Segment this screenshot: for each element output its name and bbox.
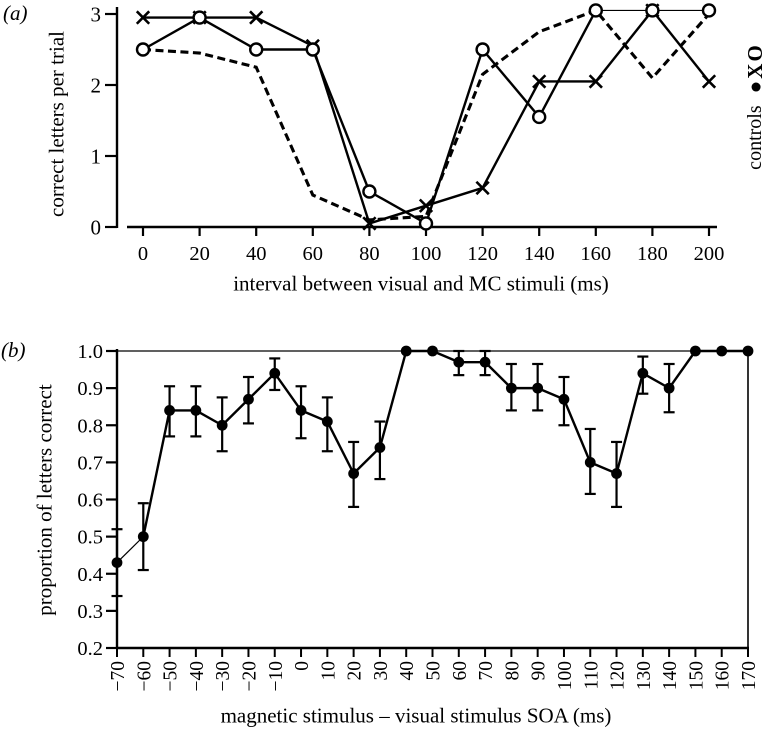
chart-a-x-axis-title: interval between visual and MC stimuli (ms) xyxy=(233,271,609,296)
chart-b-series-segment xyxy=(617,373,643,473)
chart-b-x-tick-label: 170 xyxy=(739,661,761,691)
chart-b-x-tick-label: −60 xyxy=(134,661,156,692)
filled-circle-marker xyxy=(743,346,754,357)
filled-circle-marker xyxy=(716,346,727,357)
chart-b-series-segment xyxy=(275,373,301,410)
chart-a-x-tick-label: 120 xyxy=(467,243,498,265)
chart-b-x-tick-label: 150 xyxy=(686,661,708,691)
chart-b-x-tick-label: 60 xyxy=(449,661,471,681)
chart-b-x-tick-label: 20 xyxy=(344,661,366,681)
chart-a-y-tick-label: 2 xyxy=(90,73,101,98)
chart-a-x-tick-label: 200 xyxy=(693,243,725,265)
chart-b-y-tick-label: 0.9 xyxy=(77,378,103,401)
chart-b-series-segment xyxy=(143,410,169,536)
panel-a-label: (a) xyxy=(3,1,28,25)
filled-circle-marker xyxy=(506,383,517,394)
chart-a-y-tick-label: 1 xyxy=(90,144,101,169)
filled-circle-marker xyxy=(164,405,175,416)
panel-b-label: (b) xyxy=(1,338,26,362)
chart-a-x-tick-label: 60 xyxy=(302,243,324,265)
chart-b-x-tick-label: 110 xyxy=(581,661,603,690)
chart-b-series-segment xyxy=(117,537,143,563)
chart-a-series-patient-x-segment xyxy=(256,18,313,46)
filled-circle-marker xyxy=(637,368,648,379)
filled-circle-marker xyxy=(217,420,228,431)
open-circle-marker xyxy=(250,44,262,56)
chart-b-series-segment xyxy=(564,399,590,462)
filled-circle-marker xyxy=(559,394,570,405)
filled-circle-marker xyxy=(375,442,386,453)
chart-b-x-tick-label: 10 xyxy=(318,661,340,681)
chart-b-y-tick-label: 0.5 xyxy=(77,526,103,549)
chart-b-x-tick-label: 50 xyxy=(423,661,445,681)
filled-circle-marker xyxy=(401,346,412,357)
filled-circle-marker xyxy=(243,394,254,405)
chart-a-x-tick-label: 140 xyxy=(523,243,555,265)
chart-a-legend-rotated-text xyxy=(743,43,768,170)
open-circle-marker xyxy=(533,111,545,123)
chart-b-x-tick-label: 0 xyxy=(292,661,314,671)
chart-b-x-tick-label: 100 xyxy=(554,661,576,691)
filled-circle-marker xyxy=(453,357,464,368)
chart-b-series-segment xyxy=(669,351,695,388)
chart-b-x-tick-label: 40 xyxy=(397,661,419,681)
chart-b-y-tick-label: 1.0 xyxy=(77,341,103,363)
chart-a-x-tick-label: 0 xyxy=(137,243,149,265)
chart-a-x-tick-label: 180 xyxy=(637,243,668,265)
open-circle-marker xyxy=(646,4,658,16)
chart-b-x-tick-label: −20 xyxy=(239,661,261,692)
chart-b-y-tick-label: 0.4 xyxy=(77,563,103,586)
chart-a-x-tick-label: 20 xyxy=(189,243,210,265)
chart-a-series-patient-o-segment xyxy=(539,10,596,117)
chart-b-x-tick-label: −10 xyxy=(265,661,287,692)
open-circle-marker xyxy=(363,186,375,198)
chart-b-x-tick-label: 70 xyxy=(476,661,498,681)
filled-circle-marker xyxy=(480,357,491,368)
chart-b-x-tick-label: −30 xyxy=(213,661,235,692)
chart-b-x-tick-label: 160 xyxy=(712,661,734,691)
filled-circle-marker xyxy=(690,346,701,357)
chart-a-x-tick-label: 80 xyxy=(359,243,380,265)
filled-circle-marker xyxy=(296,405,307,416)
filled-circle-marker xyxy=(138,531,149,542)
filled-circle-marker xyxy=(269,368,280,379)
chart-a-x-tick-label: 100 xyxy=(410,243,442,265)
chart-a-y-tick-label: 3 xyxy=(90,2,101,27)
chart-b-y-tick-label: 0.8 xyxy=(77,415,103,438)
chart-b-x-tick-label: −70 xyxy=(108,661,129,692)
chart-a-x-tick-label: 160 xyxy=(580,243,612,265)
chart-b-series-segment xyxy=(354,448,380,474)
chart-a-series-patient-x-segment xyxy=(483,81,540,188)
chart-b-x-tick-label: 140 xyxy=(660,661,682,691)
chart-b-x-tick-label: 80 xyxy=(502,661,524,681)
chart-b-series-segment xyxy=(222,399,248,425)
chart-b-x-tick-label: −40 xyxy=(186,661,208,692)
chart-b-y-tick-label: 0.6 xyxy=(77,489,103,512)
chart-b-y-tick-label: 0.7 xyxy=(77,452,103,475)
open-circle-marker xyxy=(420,217,432,229)
open-circle-marker xyxy=(590,4,602,16)
open-circle-marker xyxy=(703,4,715,16)
filled-circle-marker xyxy=(112,557,123,568)
filled-circle-marker xyxy=(190,405,201,416)
chart-b-x-tick-label: 130 xyxy=(633,661,655,691)
chart-a-series-patient-o-segment xyxy=(143,18,200,50)
filled-circle-marker xyxy=(532,383,543,394)
chart-b-y-tick-label: 0.2 xyxy=(77,638,103,660)
chart-b-series-segment xyxy=(327,422,353,474)
filled-circle-marker xyxy=(322,416,333,427)
chart-b-x-tick-label: 30 xyxy=(370,661,392,681)
chart-a-y-tick-label: 0 xyxy=(90,215,101,240)
filled-circle-marker xyxy=(585,457,596,468)
chart-b-y-tick-label: 0.3 xyxy=(77,600,103,623)
chart-a-y-axis-title: correct letters per trial xyxy=(44,31,69,217)
chart-b-x-tick-label: −50 xyxy=(160,661,182,692)
open-circle-marker xyxy=(477,44,489,56)
chart-b-x-tick-label: 90 xyxy=(528,661,550,681)
chart-a-series-patient-o-segment xyxy=(313,50,370,192)
filled-circle-marker xyxy=(348,468,359,479)
chart-b-x-tick-label: 120 xyxy=(607,661,629,691)
legend-marker-symbols: ●XO xyxy=(742,42,767,93)
legend-controls-label: controls xyxy=(743,104,766,170)
chart-b-x-axis-title: magnetic stimulus – visual stimulus SOA (ms) xyxy=(220,703,612,728)
filled-circle-marker xyxy=(611,468,622,479)
chart-a-series-patient-o-segment xyxy=(483,50,540,117)
open-circle-marker xyxy=(194,12,206,24)
chart-b-y-axis-title: proportion of letters correct xyxy=(32,384,57,616)
chart-b-series-segment xyxy=(380,351,406,448)
chart-a-x-tick-label: 40 xyxy=(245,243,267,265)
chart-a-legend xyxy=(733,0,776,212)
chart-a-series-controls-line xyxy=(143,10,709,219)
filled-circle-marker xyxy=(664,383,675,394)
chart-a-series-patient-o-segment xyxy=(200,18,257,50)
open-circle-marker xyxy=(307,44,319,56)
open-circle-marker xyxy=(137,44,149,56)
filled-circle-marker xyxy=(427,346,438,357)
